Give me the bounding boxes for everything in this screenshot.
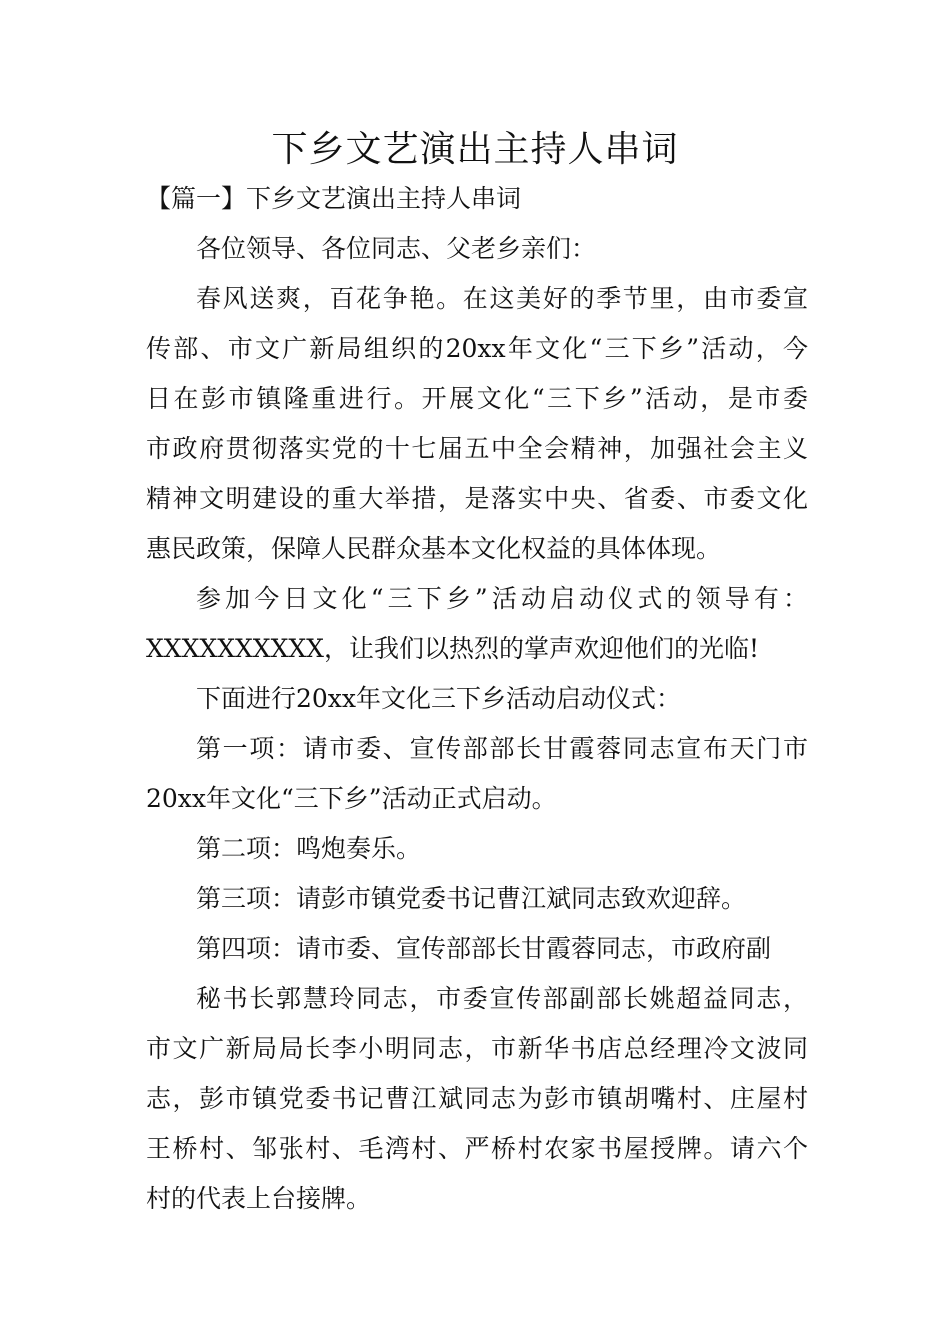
agenda-item-3: 第三项：请彭市镇党委书记曹江斌同志致欢迎辞。 bbox=[196, 884, 747, 913]
agenda-item-1: 第一项：请市委、宣传部部长甘霞蓉同志宣布天门市 bbox=[196, 734, 808, 763]
salutation: 各位领导、各位同志、父老乡亲们： bbox=[196, 234, 597, 263]
paragraph-line: 传部、市文广新局组织的20xx年文化“三下乡”活动，今 bbox=[146, 334, 808, 363]
document-title: 下乡文艺演出主持人串词 bbox=[271, 129, 679, 170]
paragraph-line: 村的代表上台接牌。 bbox=[146, 1184, 372, 1213]
paragraph-line: 参加今日文化“三下乡”活动启动仪式的领导有： bbox=[196, 584, 808, 613]
paragraph-line: 春风送爽，百花争艳。在这美好的季节里，由市委宣 bbox=[196, 284, 808, 313]
paragraph-line: 秘书长郭慧玲同志，市委宣传部副部长姚超益同志， bbox=[196, 984, 808, 1013]
paragraph-line: 精神文明建设的重大举措，是落实中央、省委、市委文化 bbox=[146, 484, 808, 513]
paragraph-line: XXXXXXXXXX，让我们以热烈的掌声欢迎他们的光临! bbox=[146, 634, 760, 663]
agenda-item-2: 第二项：鸣炮奏乐。 bbox=[196, 834, 422, 863]
paragraph-line: 王桥村、邹张村、毛湾村、严桥村农家书屋授牌。请六个 bbox=[146, 1134, 808, 1163]
paragraph-line: 惠民政策，保障人民群众基本文化权益的具体体现。 bbox=[146, 534, 722, 563]
section-heading: 【篇一】下乡文艺演出主持人串词 bbox=[146, 184, 522, 213]
paragraph-line: 市文广新局局长李小明同志，市新华书店总经理冷文波同 bbox=[146, 1034, 808, 1063]
agenda-item-4: 第四项：请市委、宣传部部长甘霞蓉同志，市政府副 bbox=[196, 934, 772, 963]
paragraph-line: 市政府贯彻落实党的十七届五中全会精神，加强社会主义 bbox=[146, 434, 808, 463]
paragraph-line: 下面进行20xx年文化三下乡活动启动仪式： bbox=[196, 684, 682, 713]
paragraph-line: 日在彭市镇隆重进行。开展文化“三下乡”活动，是市委 bbox=[146, 384, 808, 413]
agenda-item-1-cont: 20xx年文化“三下乡”活动正式启动。 bbox=[146, 784, 557, 813]
paragraph-line: 志，彭市镇党委书记曹江斌同志为彭市镇胡嘴村、庄屋村 bbox=[146, 1084, 808, 1113]
